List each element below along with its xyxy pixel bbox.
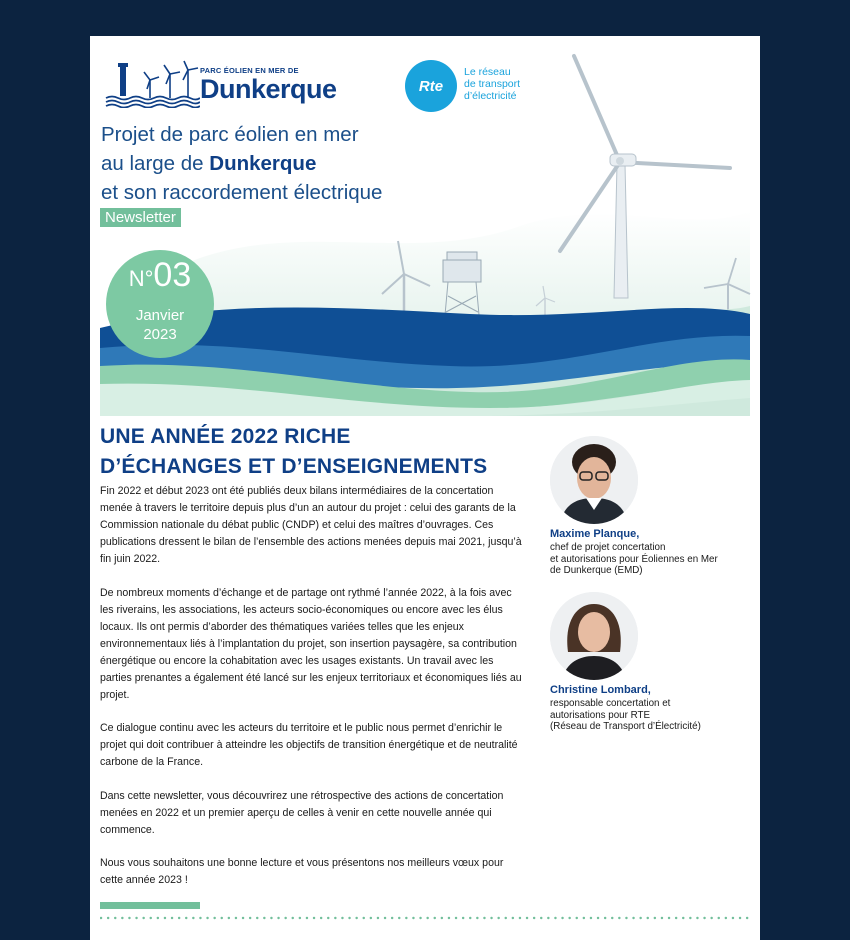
paragraph: Fin 2022 et début 2023 ont été publiés deux bilans intermédiaires de la concertation menée à travers le territoire depuis plus d’un an autour du projet : celui des garants de la Commission nationale du débat public (CNDP) et celui des maîtres d’ouvrages. Ces publications dressent le bilan de l’ensemble des actions menées depuis mai 2021, jusqu’à fin juin 2022. [100,485,522,565]
rte-logo-mark: Rte [405,60,457,112]
newsletter-page [90,36,760,940]
issue-number [106,256,214,298]
footer-accent-bar [100,902,200,909]
emd-logo-name: Dunkerque [200,74,337,104]
person-role-2 [550,698,701,733]
rte-line-3: d’électricité [464,90,517,102]
paragraph: Nous vous souhaitons une bonne lecture et vous présentons nos meilleurs vœux pour cette année 2023 ! [100,857,504,886]
newsletter-label: Newsletter [100,208,181,227]
headline-line-2: D’ÉCHANGES ET D’ENSEIGNEMENTS [100,455,488,478]
title-line-2-bold: Dunkerque [209,152,317,175]
issue-badge [106,250,214,358]
title-line-2 [101,149,382,178]
issue-year: 2023 [143,326,177,343]
portrait-woman-icon [550,592,638,680]
article-headline [100,422,487,482]
title-line-3: et son raccordement électrique [101,181,383,204]
paragraph: Ce dialogue continu avec les acteurs du territoire et le public nous permet d’enrichir le projet qui doit contribuer à atteindre les objectifs de transition énergétique et de neutralité carbone de la France. [100,722,518,768]
title-line-1: Projet de parc éolien en mer [101,123,359,146]
headline-line-1: UNE ANNÉE 2022 RICHE [100,425,351,448]
paragraph: De nombreux moments d’échange et de partage ont rythmé l’année 2022, à la fois avec les riverains, les associations, les acteurs socio-économiques ou encore avec les élus locaux. Ils ont permis d’aborder des thématiques variées telles que les enjeux environnementaux liés à l’implantation du projet, son insertion paysagère, sa contribution énergétique ou encore la cohabitation avec les usages existants. Un travail avec les parties prenantes a également été lancé sur les enjeux territoriaux et économiques liés au projet. [100,586,522,701]
role-line: et autorisations pour Éoliennes en Mer [550,553,718,565]
portrait-man-icon [550,436,638,524]
rte-line-2: de transport [464,78,521,90]
person-name-1: Maxime Planque, [550,528,640,540]
issue-prefix: N° [128,266,154,291]
role-line: (Réseau de Transport d’Électricité) [550,721,701,732]
person-name-2: Christine Lombard, [550,684,651,696]
article-body [100,483,524,906]
photo-maxime-planque [550,436,638,524]
role-line: de Dunkerque (EMD) [550,565,643,576]
dotted-divider [100,916,750,920]
role-line: autorisations pour RTE [550,709,651,721]
rte-line-1: Le réseau [464,66,511,78]
newsletter-title [101,120,382,207]
title-line-2-prefix: au large de [101,152,210,175]
emd-logo [104,60,366,108]
person-role-1 [550,542,718,577]
photo-christine-lombard [550,592,638,680]
issue-number-value: 03 [153,256,192,294]
role-line: chef de projet concertation [550,542,666,553]
role-line: responsable concertation et [550,698,671,709]
lighthouse-turbines-icon [104,60,200,108]
rte-logo-text [464,66,520,102]
paragraph: Dans cette newsletter, vous découvrirez une rétrospective des actions de concertation menées en 2022 et un premier aperçu de celles à venir en cette nouvelle année qui commence. [100,789,504,836]
emd-logo-tagline: PARC ÉOLIEN EN MER DE [200,66,299,75]
issue-month: Janvier [135,307,185,324]
